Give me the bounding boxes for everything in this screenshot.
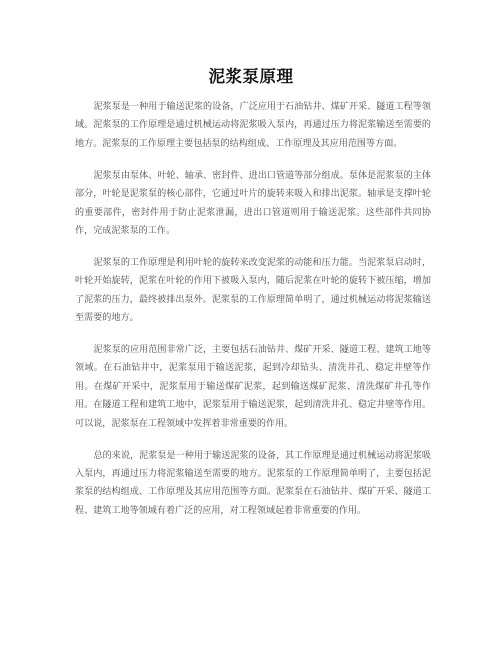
document-body <box>75 98 431 534</box>
paragraph-intro: 泥浆泵是一种用于输送泥浆的设备，广泛应用于石油钻井、煤矿开采、隧道工程等领域。泥浆泵的工作原理是通过机械运动将泥浆吸入泵内，再通过压力将泥浆输送至需要的地方。泥浆泵的工作原理主要包括泵的结构组成、工作原理及其应用范围等方面。 <box>75 102 431 149</box>
paragraph-summary: 总的来说，泥浆泵是一种用于输送泥浆的设备，其工作原理是通过机械运动将泥浆吸入泵内，再通过压力将泥浆输送至需要的地方。泥浆泵的工作原理简单明了，主要包括泥浆泵的结构组成、工作原理及其应用范围等方面。泥浆泵在石油钻井、煤矿开采、隧道工程、建筑工地等领域有着广泛的应用，对工程领域起着非常重要的作用。 <box>75 450 431 516</box>
paragraph-working-principle: 泥浆泵的工作原理是利用叶轮的旋转来改变泥浆的动能和压力能。当泥浆泵启动时，叶轮开始旋转，泥浆在叶轮的作用下被吸入泵内，随后泥浆在叶轮的旋转下被压缩，增加了泥浆的压力，最终被排出泵外。泥浆泵的工作原理简单明了，通过机械运动将泥浆输送至需要的地方。 <box>75 257 431 324</box>
document-title: 泥浆泵原理 <box>208 67 294 86</box>
paragraph-applications: 泥浆泵的应用范围非常广泛，主要包括石油钻井、煤矿开采、隧道工程、建筑工地等领域。在石油钻井中，泥浆泵用于输送泥浆，起到冷却钻头、清洗井孔、稳定井壁等作用。在煤矿开采中，泥浆泵用于输送煤矿泥浆，起到输送煤矿泥浆、清洗煤矿井孔等作用。在隧道工程和建筑工地中，泥浆泵用于输送泥浆，起到清洗井孔、稳定井壁等作用。可以说，泥浆泵在工程领域中发挥着非常重要的作用。 <box>75 344 431 429</box>
paragraph-structure: 泥浆泵由泵体、叶轮、轴承、密封件、进出口管道等部分组成。泵体是泥浆泵的主体部分，叶轮是泥浆泵的核心部件，它通过叶片的旋转来吸入和排出泥浆。轴承是支撑叶轮的重要部件，密封件用于防止泥浆泄漏，进出口管道则用于输送泥浆。这些部件共同协作，完成泥浆泵的工作。 <box>75 170 431 236</box>
